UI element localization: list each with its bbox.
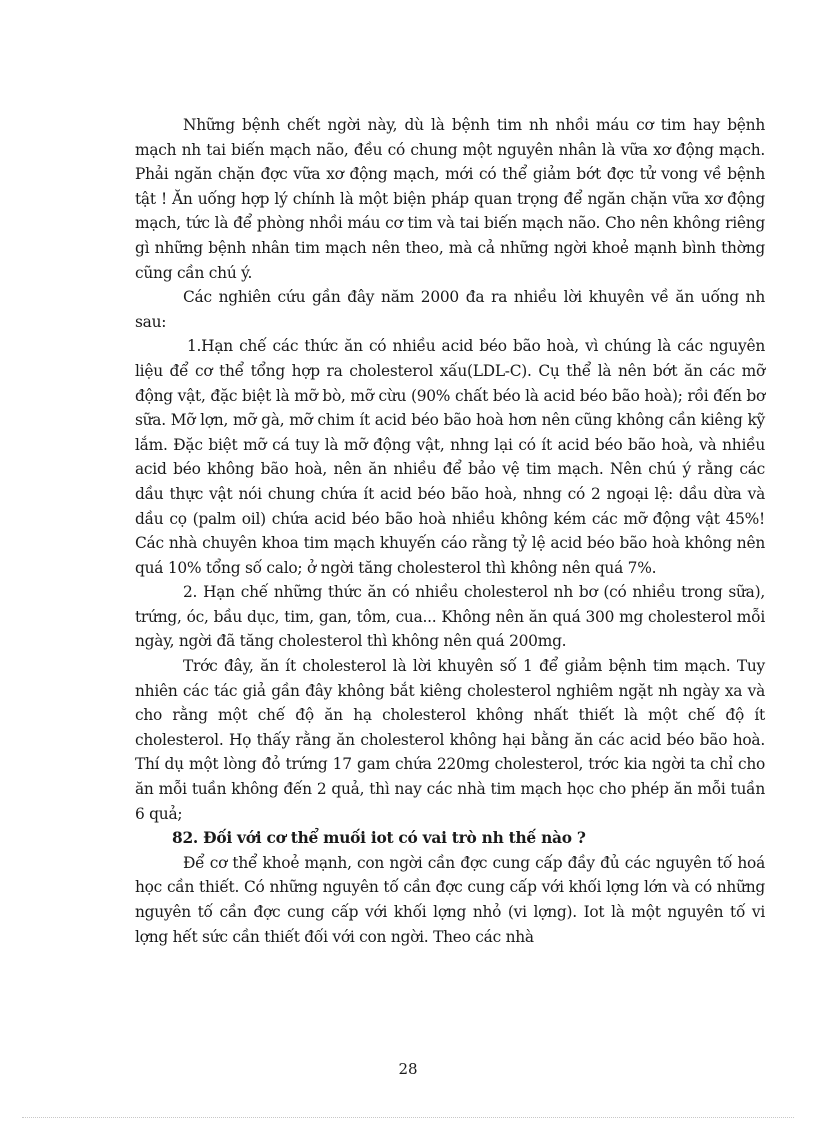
page-number: 28 — [398, 1060, 418, 1078]
section-heading: 82. Đối với cơ thể muối iot có vai trò nh thế nào ? — [172, 829, 586, 848]
paragraph-iodine: Để cơ thể khoẻ mạnh, con ngời cần đợc cung cấp đầy đủ các nguyên tố hoá học cần thiết. Có những nguyên tố cần đợc cung cấp với khối lợng lớn và có những nguyên tố cần đợc cung cấp với khối lợng nhỏ (vi lợng). Iot là một nguyên tố vi lợng hết sức cần thiết đối với con ngời. Theo các nhà — [135, 853, 765, 946]
page-bottom-divider — [22, 1117, 794, 1118]
document-body — [135, 113, 765, 949]
paragraph-advice-1: 1.Hạn chế các thức ăn có nhiều acid béo bão hoà, vì chúng là các nguyên liệu để cơ thể tổng hợp ra cholesterol xấu(LDL-C). Cụ thể là nên bớt ăn các mỡ động vật, đặc biệt là mỡ bò, mỡ cừu (90% chất béo là acid béo bão hoà); rồi đến bơ sữa. Mỡ lợn, mỡ gà, mỡ chim ít acid béo bão hoà hơn nên cũng không cần kiêng kỹ lắm. Đặc biệt mỡ cá tuy là mỡ động vật, nhng lại có ít acid béo bão hoà, và nhiều acid béo không bão hoà, nên ăn nhiều để bảo vệ tim mạch. Nên chú ý rằng các dầu thực vật nói chung chứa ít acid béo bão hoà, nhng có 2 ngoại lệ: dầu dừa và dầu cọ (palm oil) chứa acid béo bão hoà nhiều không kém các mỡ động vật 45%! Các nhà chuyên khoa tim mạch khuyến cáo rằng tỷ lệ acid béo bão hoà không nên quá 10% tổng số calo; ở ngời tăng cholesterol thì không nên quá 7%. — [135, 337, 765, 577]
paragraph-intro: Những bệnh chết ngời này, dù là bệnh tim nh nhồi máu cơ tim hay bệnh mạch nh tai biến mạch não, đều có chung một nguyên nhân là vữa xơ động mạch. Phải ngăn chặn đợc vữa xơ động mạch, mới có thể giảm bớt đợc tử vong về bệnh tật ! Ăn uống hợp lý chính là một biện pháp quan trọng để ngăn chặn vữa xơ động mạch, tức là để phòng nhồi máu cơ tim và tai biến mạch não. Cho nên không riêng gì những bệnh nhân tim mạch nên theo, mà cả những ngời khoẻ mạnh bình thờng cũng cần chú ý. — [135, 116, 765, 282]
paragraph-previously: Trớc đây, ăn ít cholesterol là lời khuyên số 1 để giảm bệnh tim mạch. Tuy nhiên các tác giả gần đây không bắt kiêng cholesterol nghiêm ngặt nh ngày xa và cho rằng một chế độ ăn hạ cholesterol không nhất thiết là một chế độ ít cholesterol. Họ thấy rằng ăn cholesterol không hại bằng ăn các acid béo bão hoà. Thí dụ một lòng đỏ trứng 17 gam chứa 220mg cholesterol, trớc kia ngời ta chỉ cho ăn mỗi tuần không đến 2 quả, thì nay các nhà tim mạch học cho phép ăn mỗi tuần 6 quả; — [135, 657, 765, 823]
paragraph-recent-studies: Các nghiên cứu gần đây năm 2000 đa ra nhiều lời khuyên về ăn uống nh sau: — [135, 288, 765, 331]
paragraph-advice-2: 2. Hạn chế những thức ăn có nhiều cholesterol nh bơ (có nhiều trong sữa), trứng, óc, bầu dục, tim, gan, tôm, cua... Không nên ăn quá 300 mg cholesterol mỗi ngày, ngời đã tăng cholesterol thì không nên quá 200mg. — [135, 583, 765, 651]
